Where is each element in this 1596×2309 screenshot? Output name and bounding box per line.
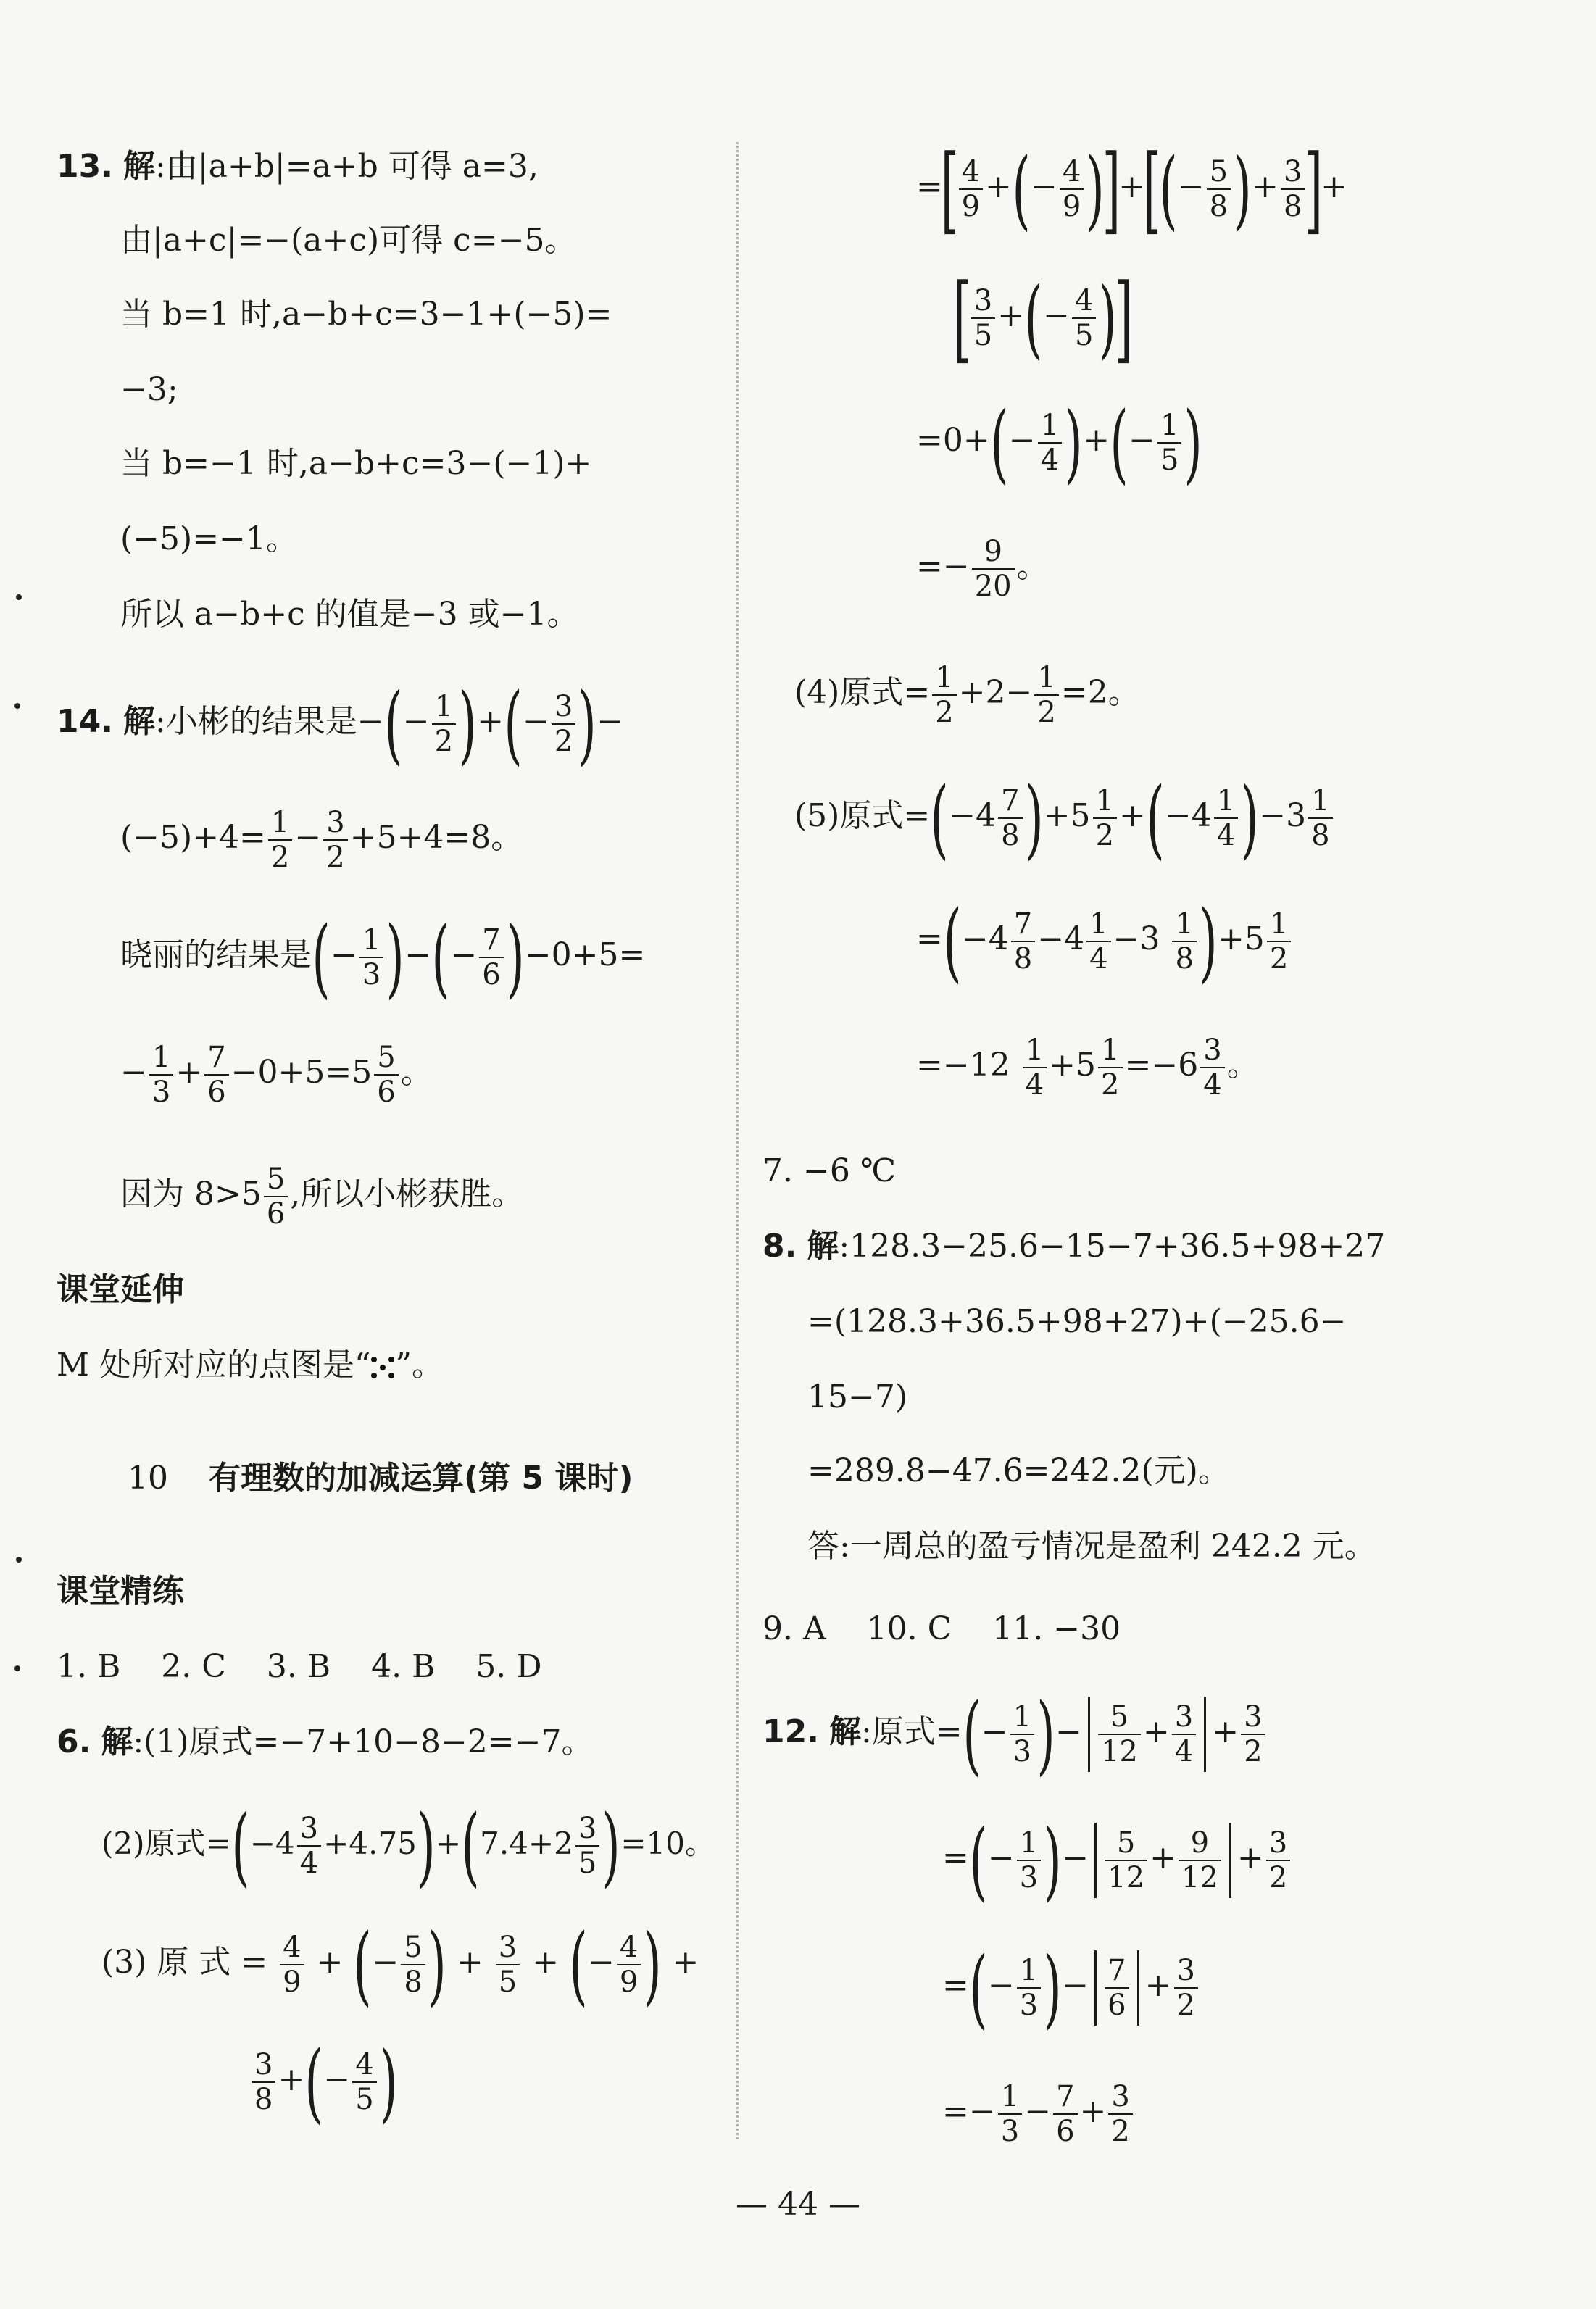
- q6-line-1: 6. 解:(1)原式=−7+10−8−2=−7。: [57, 1723, 594, 1760]
- margin-dot: [14, 703, 20, 709]
- q13-line-2: 由|a+c|=−(a+c)可得 c=−5。: [120, 222, 577, 259]
- r-q8-line-1: 8. 解:128.3−25.6−15−7+36.5+98+27: [762, 1228, 1386, 1265]
- r-q7: 7. −6 ℃: [762, 1152, 897, 1189]
- q13-line-5: 当 b=−1 时,a−b+c=3−(−1)+: [120, 445, 592, 482]
- r-q12-line-4: =− $\frac{1}{3}$ − $\frac{7}{6}$ + $\frac{3}{2}$: [942, 2068, 1135, 2155]
- answers-1-5: 1. B 2. C 3. B 4. B 5. D: [57, 1648, 542, 1685]
- lesson-title: 10 有理数的加减运算(第 5 课时): [128, 1460, 633, 1497]
- r-q8-line-3: 15−7): [807, 1378, 908, 1415]
- section-heading-drill: 课堂精练: [57, 1573, 184, 1610]
- q13-line-6: (−5)=−1。: [120, 520, 298, 557]
- q14-line-3: 晓丽的结果是(− $\frac{1}{3}$ )−(− $\frac{7}{6}$ )−0+5=: [120, 907, 646, 1007]
- r-q3-step-1: =[ $\frac{4}{9}$ +(− $\frac{4}{9}$ )]+[(− $\frac{5}{8}$ )+ $\frac{3}{8}$ ]+: [916, 133, 1347, 244]
- r-q3-step-2: =0+(− $\frac{1}{4}$ )+(− $\frac{1}{5}$ ): [916, 392, 1203, 493]
- r-q3-step-1b: [ $\frac{3}{5}$ +(− $\frac{4}{5}$ )]: [952, 262, 1134, 373]
- section-heading-extension: 课堂延伸: [57, 1271, 184, 1308]
- r-q5-line-1: (5)原式=(−4 $\frac{7}{8}$ )+5 $\frac{1}{2}$ +(−4 $\frac{1}{4}$ )−3 $\frac{1}{8}$: [794, 773, 1335, 860]
- r-q5-line-3: =−12 $\frac{1}{4}$ +5 $\frac{1}{2}$ =−6 $\frac{3}{4}$ 。: [916, 1033, 1259, 1102]
- q14-line-5: 因为 8>5 $\frac{5}{6}$ ,所以小彬获胜。: [120, 1162, 524, 1231]
- r-answers-9-11: 9. A 10. C 11. −30: [762, 1610, 1121, 1647]
- q13-line-3: 当 b=1 时,a−b+c=3−1+(−5)=: [120, 296, 612, 333]
- r-q12-line-2: =(− $\frac{1}{3}$ )− $\frac{5}{12}$ + $\frac{9}{12}$ + $\frac{3}{2}$: [942, 1815, 1292, 1902]
- q14-line-2: (−5)+4= $\frac{1}{2}$ − $\frac{3}{2}$ +5+4=8。: [120, 805, 523, 874]
- r-q8-line-5: 答:一周总的盈亏情况是盈利 242.2 元。: [807, 1528, 1376, 1565]
- r-q4: (4)原式= $\frac{1}{2}$ +2− $\frac{1}{2}$ =2。: [794, 660, 1140, 729]
- q6-line-4: $\frac{3}{8}$ +(− $\frac{4}{5}$ ): [249, 2037, 398, 2123]
- page-number: — 44 —: [736, 2186, 860, 2223]
- r-q8-line-2: =(128.3+36.5+98+27)+(−25.6−: [807, 1303, 1347, 1340]
- r-q5-line-2: =(−4 $\frac{7}{8}$ −4 $\frac{1}{4}$ −3 $\frac{1}{8}$ )+5 $\frac{1}{2}$: [916, 896, 1293, 983]
- q6-line-3: (3) 原 式 = $\frac{4}{9}$ + (− $\frac{5}{8}$ ) + $\frac{3}{5}$ + (− $\frac{4}{9}$ ) +: [101, 1914, 699, 2015]
- q14-line-1: 14. 解:小彬的结果是−(− $\frac{1}{2}$ )+(− $\frac{3}{2}$ )−: [57, 673, 624, 774]
- q13-line-4: −3;: [120, 371, 178, 408]
- q14-line-4: − $\frac{1}{3}$ + $\frac{7}{6}$ −0+5=5 $\frac{5}{6}$ 。: [120, 1040, 433, 1109]
- r-q3-step-3: =− $\frac{9}{20}$ 。: [916, 534, 1049, 603]
- q13-line-7: 所以 a−b+c 的值是−3 或−1。: [120, 596, 579, 633]
- margin-dot: [14, 1665, 20, 1671]
- r-q12-line-3: =(− $\frac{1}{3}$ )− $\frac{7}{6}$ + $\frac{3}{2}$: [942, 1942, 1200, 2029]
- q6-line-2: (2)原式=(−4 $\frac{3}{4}$ +4.75)+(7.4+2 $\frac{3}{5}$ )=10。: [101, 1796, 715, 1896]
- dot-pattern-icon: [371, 1357, 396, 1378]
- r-q8-line-4: =289.8−47.6=242.2(元)。: [807, 1452, 1230, 1489]
- column-divider: [736, 142, 739, 2139]
- margin-dot: [16, 594, 22, 600]
- r-q12-line-1: 12. 解:原式=(− $\frac{1}{3}$ )− $\frac{5}{12}$ + $\frac{3}{4}$ + $\frac{3}{2}$: [762, 1689, 1268, 1776]
- margin-dot: [16, 1557, 22, 1563]
- extension-answer: M 处所对应的点图是“ ”。: [57, 1347, 444, 1384]
- q13-line-1: 13. 解:由|a+b|=a+b 可得 a=3,: [57, 148, 539, 185]
